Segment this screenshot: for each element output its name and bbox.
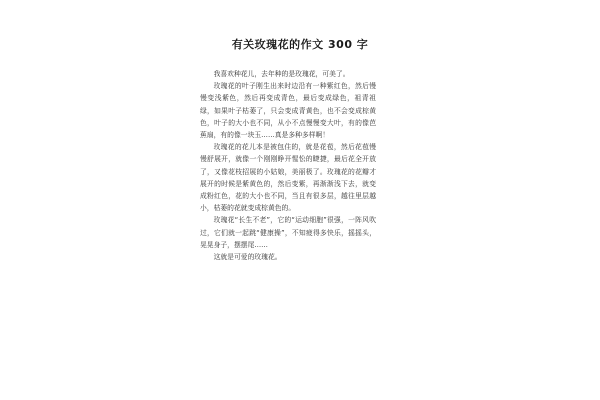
- document-title: 有关玫瑰花的作文 300 字: [231, 38, 369, 51]
- document-body: [200, 68, 376, 263]
- paragraph-1: 我喜欢种花儿，去年种的是玫瑰花，可美了。: [213, 70, 350, 78]
- paragraph-2: 玫瑰花的叶子刚生出来时边沿有一种紫红色，然后慢慢变浅紫色，然后再变成青色，最后变成绿色，祖青祖绿，如果叶子枯萎了，只会变成青黄色，也不会变成棕黄色，叶子的大小也不同，从小不点慢慢变大叶，有的像芭蕉扇，有的像一块玉……真是多种多样啊！: [200, 82, 376, 140]
- paragraph-4: 玫瑰花“长生不老”，它的“运动细胞”很强，一阵风吹过，它们就一起跳“健康操”，不知疲得多快乐，摇摇头，晃晃身子，摆摆尾……: [200, 216, 376, 249]
- paragraph-3: 玫瑰花的花儿本是被包住的，就是花苞，然后花苞慢慢舒展开，就像一个刚刚睁开惺忪的睫捷，最后花全开放了，又像花枝招展的小姑娘，美丽极了。玫瑰花的花瓣才展开的时候是紫黄色的，然后变紫，再渐渐浅下去，就变成粉红色，花的大小也不同，当且有很多层，越往里层越小，枯萎的花就变成棕黄色的。: [200, 143, 376, 213]
- paragraph-5: 这就是可爱的玫瑰花。: [213, 253, 282, 262]
